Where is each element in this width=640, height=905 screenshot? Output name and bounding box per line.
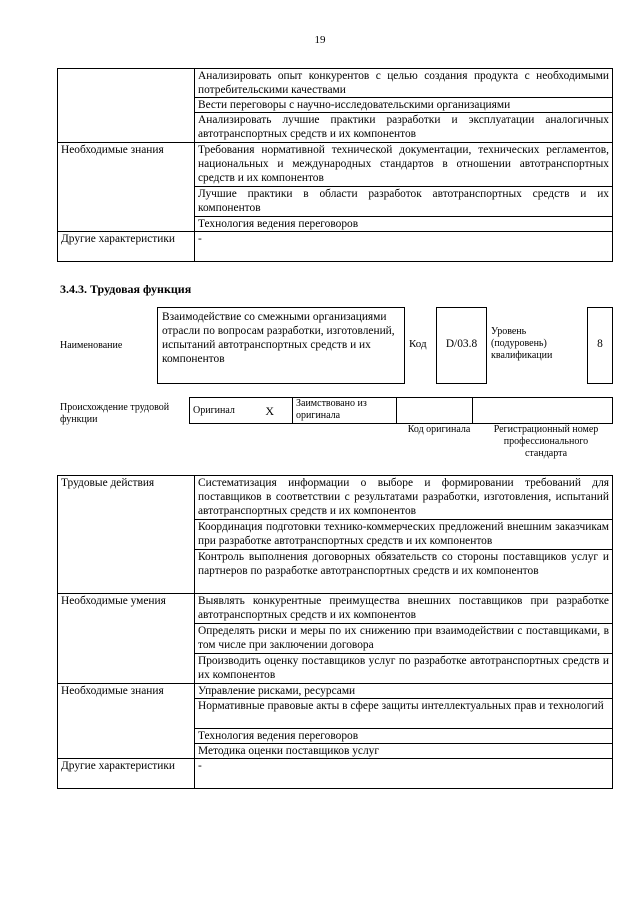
requirement-item: - (195, 232, 613, 262)
function-name-box (157, 307, 405, 384)
requirement-item: Нормативные правовые акты в сфере защиты интеллектуальных прав и технологий (195, 699, 613, 729)
page-number: 19 (314, 34, 326, 46)
requirement-item: - (195, 759, 613, 789)
table-row (58, 759, 613, 789)
code-value: D/03.8 (445, 338, 478, 350)
requirement-item: Производить оценку поставщиков услуг по разработке автотранспортных средств и их компонентов (195, 654, 613, 684)
table-row (58, 684, 613, 699)
name-label: Наименование (60, 340, 123, 351)
row-label: Другие характеристики (58, 232, 195, 262)
requirement-item: Технология ведения переговоров (195, 217, 613, 232)
code-label: Код (409, 338, 427, 350)
requirement-item: Систематизация информации о выборе и формировании требований для поставщиков в соответствии с результатами разработки, изготовления, испытаний автотранспортных средств и их компонентов (195, 476, 613, 520)
origin-label: Происхождение трудовой функции (60, 402, 170, 425)
original-label: Оригинал (190, 398, 248, 424)
level-value: 8 (597, 338, 603, 350)
origin-table (189, 397, 613, 424)
level-label: Уровень (подуровень) квалификации (491, 326, 553, 361)
function-name: Взаимодействие со смежными организациями отрасли по вопросам разработки, изготовлений, испытаний автотранспортных средств и их компонентов (162, 311, 395, 365)
row-label: Другие характеристики (58, 759, 195, 789)
row-label: Необходимые знания (58, 684, 195, 759)
main-function-table (57, 475, 613, 789)
code-box (436, 307, 487, 384)
requirement-item: Вести переговоры с научно-исследовательскими организациями (195, 98, 613, 113)
table-row (58, 143, 613, 187)
original-code-cell (397, 398, 473, 424)
requirement-item: Контроль выполнения договорных обязательств со стороны поставщиков услуг и партнеров по разработке автотранспортных средств и их компонентов (195, 550, 613, 594)
requirement-item: Анализировать лучшие практики разработки и эксплуатации аналогичных автотранспортных средств и их компонентов (195, 113, 613, 143)
code-caption: Код оригинала (407, 424, 471, 435)
borrowed-label: Заимствовано из оригинала (293, 398, 397, 424)
requirement-item: Координация подготовки технико-коммерческих предложений внешним заказчикам при разработке автотранспортных средств и их компонентов (195, 520, 613, 550)
table-row (58, 476, 613, 520)
row-label: Необходимые знания (58, 143, 195, 232)
requirement-item: Требования нормативной технической документации, технических регламентов, национальных и международных стандартов в отношении автотранспортных средств и их компонентов (195, 143, 613, 187)
table-row (58, 69, 613, 98)
table-row (58, 594, 613, 624)
original-mark: X (248, 398, 293, 424)
table-row (58, 232, 613, 262)
requirement-item: Лучшие практики в области разработок автотранспортных средств и их компонентов (195, 187, 613, 217)
level-box (587, 307, 613, 384)
section-title: 3.4.3. Трудовая функция (60, 282, 192, 296)
registration-caption: Регистрационный номер профессионального стандарта (493, 424, 599, 459)
row-label: Трудовые действия (58, 476, 195, 594)
registration-number-cell (473, 398, 613, 424)
requirement-item: Определять риски и меры по их снижению при взаимодействии с поставщиками, в том числе при заключении договора (195, 624, 613, 654)
requirement-item: Управление рисками, ресурсами (195, 684, 613, 699)
row-label: Необходимые умения (58, 594, 195, 684)
requirement-item: Технология ведения переговоров (195, 729, 613, 744)
requirement-item: Анализировать опыт конкурентов с целью создания продукта с необходимыми потребительскими качествами (195, 69, 613, 98)
requirement-item: Методика оценки поставщиков услуг (195, 744, 613, 759)
requirement-item: Выявлять конкурентные преимущества внешних поставщиков при разработке автотранспортных средств и их компонентов (195, 594, 613, 624)
row-label (58, 69, 195, 143)
top-requirements-table (57, 68, 613, 262)
